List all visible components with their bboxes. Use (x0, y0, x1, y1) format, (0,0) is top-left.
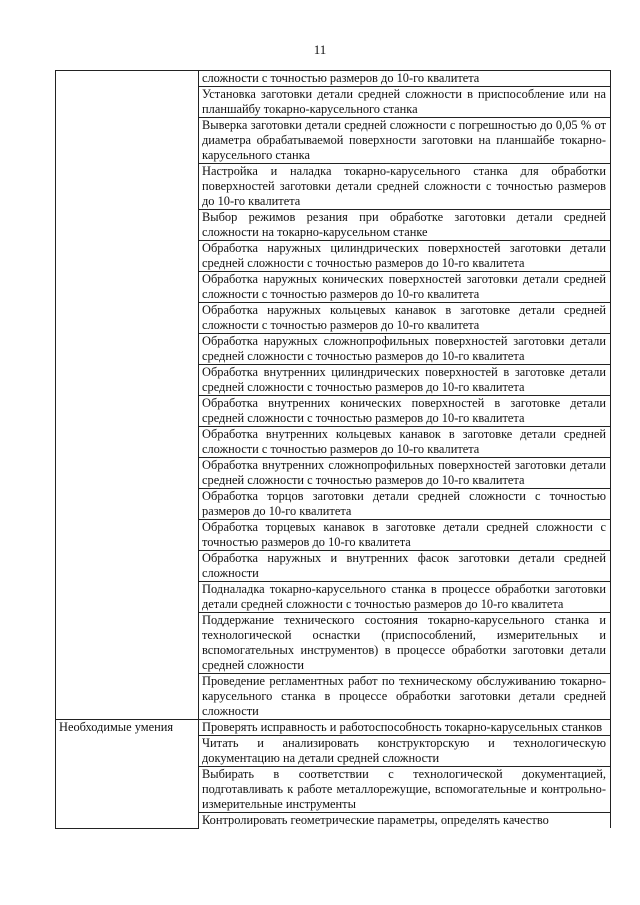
task-cell: Обработка наружных сложнопрофильных поверхностей заготовки детали средней сложности с точностью размеров до 10-го квалитета (199, 334, 611, 365)
task-cell: Обработка внутренних кольцевых канавок в заготовке детали средней сложности с точностью размеров до 10-го квалитета (199, 427, 611, 458)
task-cell: Проверять исправность и работоспособность токарно-карусельных станков (199, 720, 611, 736)
task-cell: Обработка наружных и внутренних фасок заготовки детали средней сложности (199, 551, 611, 582)
section-label-required-skills: Необходимые умения (56, 720, 199, 829)
task-cell: сложности с точностью размеров до 10-го квалитета (199, 71, 611, 87)
task-cell: Обработка торцов заготовки детали средней сложности с точностью размеров до 10-го квалитета (199, 489, 611, 520)
task-cell: Обработка наружных цилиндрических поверхностей заготовки детали средней сложности с точностью размеров до 10-го квалитета (199, 241, 611, 272)
task-cell: Читать и анализировать конструкторскую и технологическую документацию на детали средней сложности (199, 736, 611, 767)
task-cell: Поддержание технического состояния токарно-карусельного станка и технологической оснастки (приспособлений, измерительных и вспомогательных инструментов) в процессе обработки заготовки детали средней сложности (199, 613, 611, 674)
task-cell: Обработка внутренних конических поверхностей в заготовке детали средней сложности с точностью размеров до 10-го квалитета (199, 396, 611, 427)
task-cell: Установка заготовки детали средней сложности в приспособление или на планшайбу токарно-карусельного станка (199, 87, 611, 118)
table-row (56, 71, 611, 87)
task-cell: Выбор режимов резания при обработке заготовки детали средней сложности на токарно-карусельном станке (199, 210, 611, 241)
task-cell: Выбирать в соответствии с технологической документацией, подготавливать к работе металлорежущие, вспомогательные и контрольно-измерительные инструменты (199, 767, 611, 813)
task-cell: Обработка наружных кольцевых канавок в заготовке детали средней сложности с точностью размеров до 10-го квалитета (199, 303, 611, 334)
task-cell: Обработка торцевых канавок в заготовке детали средней сложности с точностью размеров до 10-го квалитета (199, 520, 611, 551)
task-cell: Обработка наружных конических поверхностей заготовки детали средней сложности с точностью размеров до 10-го квалитета (199, 272, 611, 303)
task-cell: Подналадка токарно-карусельного станка в процессе обработки заготовки детали средней сложности с точностью размеров до 10-го квалитета (199, 582, 611, 613)
task-cell: Контролировать геометрические параметры, определять качество (199, 813, 611, 829)
section-label-labor-actions (56, 71, 199, 720)
task-cell: Настройка и наладка токарно-карусельного станка для обработки поверхностей заготовки детали средней сложности с точностью размеров до 10-го квалитета (199, 164, 611, 210)
competency-table (55, 70, 611, 829)
task-cell: Обработка внутренних цилиндрических поверхностей в заготовке детали средней сложности с точностью размеров до 10-го квалитета (199, 365, 611, 396)
page-number: 11 (313, 42, 327, 57)
task-cell: Выверка заготовки детали средней сложности с погрешностью до 0,05 % от диаметра обрабатываемой поверхности заготовки на планшайбе токарно-карусельного станка (199, 118, 611, 164)
task-cell: Обработка внутренних сложнопрофильных поверхностей заготовки детали средней сложности с точностью размеров до 10-го квалитета (199, 458, 611, 489)
table-row (56, 720, 611, 736)
task-cell: Проведение регламентных работ по техническому обслуживанию токарно-карусельного станка в процессе обработки заготовки детали средней сложности (199, 674, 611, 720)
